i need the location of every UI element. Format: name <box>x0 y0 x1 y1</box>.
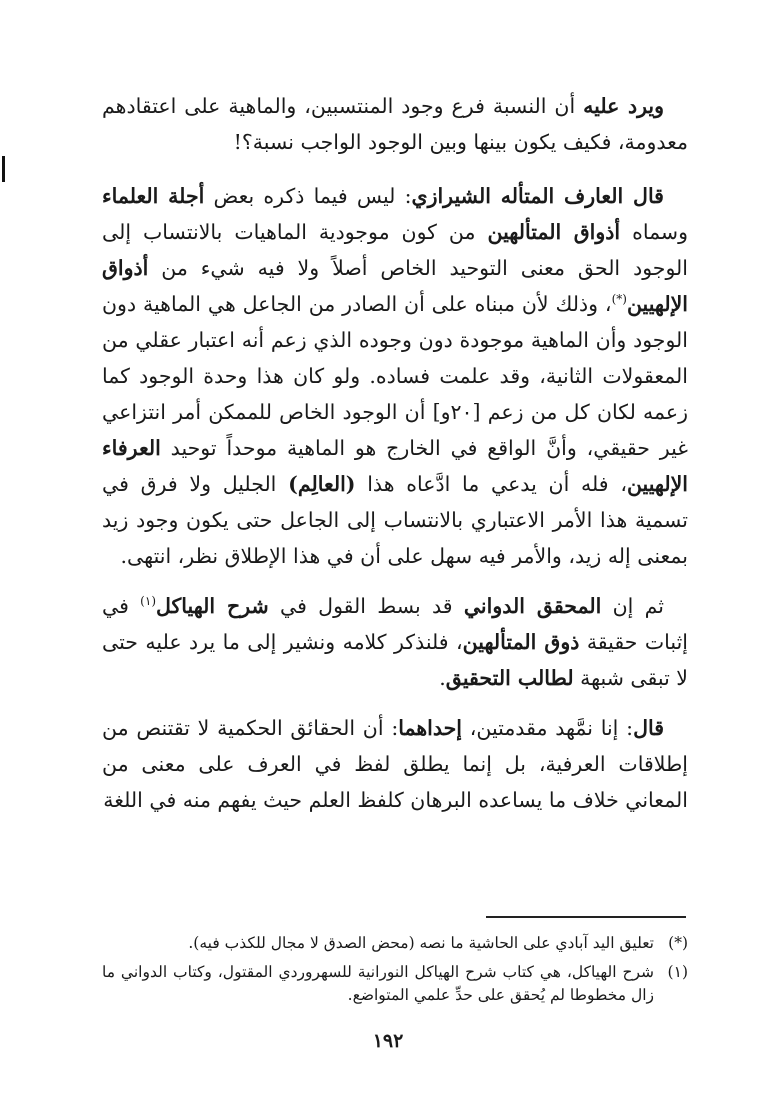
p3-t3: في إثبات حقيقة <box>102 594 688 654</box>
p4-t2: : أن الحقائق الحكمية لا تقتنص من إطلاقات العرفية، بل إنما يطلق لفظ في العرف على معنى من المعاني خلاف ما يساعده البرهان كلفظ العلم حيث يفهم منه في اللغة <box>102 716 688 812</box>
p2-lead-bold: قال العارف المتأله الشيرازي <box>411 184 664 208</box>
footnote-item <box>102 932 688 955</box>
p3-t1: ثم إن <box>601 594 664 618</box>
p3-t4: ، فلنذكر كلامه ونشير إلى ما يرد عليه حتى لا تبقى شبهة <box>102 630 688 690</box>
p2-b2: أذواق المتألهين <box>487 220 621 244</box>
p3-b1: المحقق الدواني <box>463 594 602 618</box>
p2-t1: : ليس فيما ذكره بعض <box>204 184 412 208</box>
p2-t3: من كون موجودية الماهيات بالانتساب إلى الوجود الحق معنى التوحيد الخاص أصلاً ولا فيه شيء من <box>102 220 688 280</box>
footnote-text: شرح الهياكل، هي كتاب شرح الهياكل النورانية للسهروردي المقتول، وكتاب الدواني ما زال مخطوطا لم يُحقق على حدِّ علمي المتواضع. <box>102 963 654 1004</box>
p1-text: أن النسبة فرع وجود المنتسبين، والماهية على اعتقادهم معدومة، فكيف يكون بينها وبين الوجود الواجب نسبة؟! <box>102 94 688 154</box>
p4-t1: : إنا نمَّهد مقدمتين، <box>461 716 634 740</box>
footnote-divider <box>486 916 686 918</box>
p1-lead-bold: ويرد عليه <box>583 94 664 118</box>
margin-change-bar <box>2 156 5 182</box>
paragraph-1 <box>102 88 688 160</box>
footnote-item <box>102 961 688 1007</box>
page-body <box>102 88 688 818</box>
p2-b5: (العالِم) <box>288 472 356 496</box>
p2-t5: ، فله أن يدعي ما ادَّعاه هذا <box>355 472 627 496</box>
p2-b3: أذواق الإلهيين <box>102 256 688 316</box>
page-number: ١٩٢ <box>372 1030 404 1052</box>
p2-t4: ، وذلك لأن مبناه على أن الصادر من الجاعل هي الماهية دون الوجود وأن الماهية موجودة دون وجوده الذي زعم أنه اعتبار عقلي من المعقولات الثانية، وقد علمت فساده. ولو كان هذا وحدة الوجود كما زعمه لكان كل من زعم [٢٠و] أن الوجود الخاص للممكن أمر انتزاعي غير حقيقي، وأنَّ الواقع في الخارج هو الماهية موحداً توحيد <box>102 292 689 460</box>
footnote-ref-1[interactable]: (١) <box>140 594 156 609</box>
p2-t2: وسماه <box>620 220 688 244</box>
p3-b3: ذوق المتألهين <box>462 630 580 654</box>
p2-b1: أجلة العلماء <box>102 184 205 208</box>
p3-b4: لطالب التحقيق <box>445 666 574 690</box>
footnote-text: تعليق اليد آبادي على الحاشية ما نصه (محض الصدق لا مجال للكذب فيه). <box>188 934 654 952</box>
p4-b1: إحداهما <box>398 716 462 740</box>
p4-lead-bold: قال <box>633 716 665 740</box>
paragraph-2 <box>102 178 688 574</box>
p3-t2: قد بسط القول في <box>268 594 464 618</box>
footnotes <box>102 926 688 1007</box>
p2-t6: الجليل ولا فرق في تسمية هذا الأمر الاعتباري بالانتساب إلى الجاعل حتى يكون وجود زيد بمعنى إله زيد، والأمر فيه سهل على أن في هذا الإطلاق نظر، انتهى. <box>102 472 688 568</box>
p2-b4: العرفاء الإلهيين <box>102 436 688 496</box>
p3-t5: . <box>439 666 446 690</box>
p3-b2: شرح الهياكل <box>156 594 269 618</box>
paragraph-3 <box>102 588 688 696</box>
footnote-mark: (١) <box>667 963 688 981</box>
footnote-ref-star[interactable]: (*) <box>611 292 627 307</box>
paragraph-4 <box>102 710 688 818</box>
footnote-mark: (*) <box>668 934 688 952</box>
